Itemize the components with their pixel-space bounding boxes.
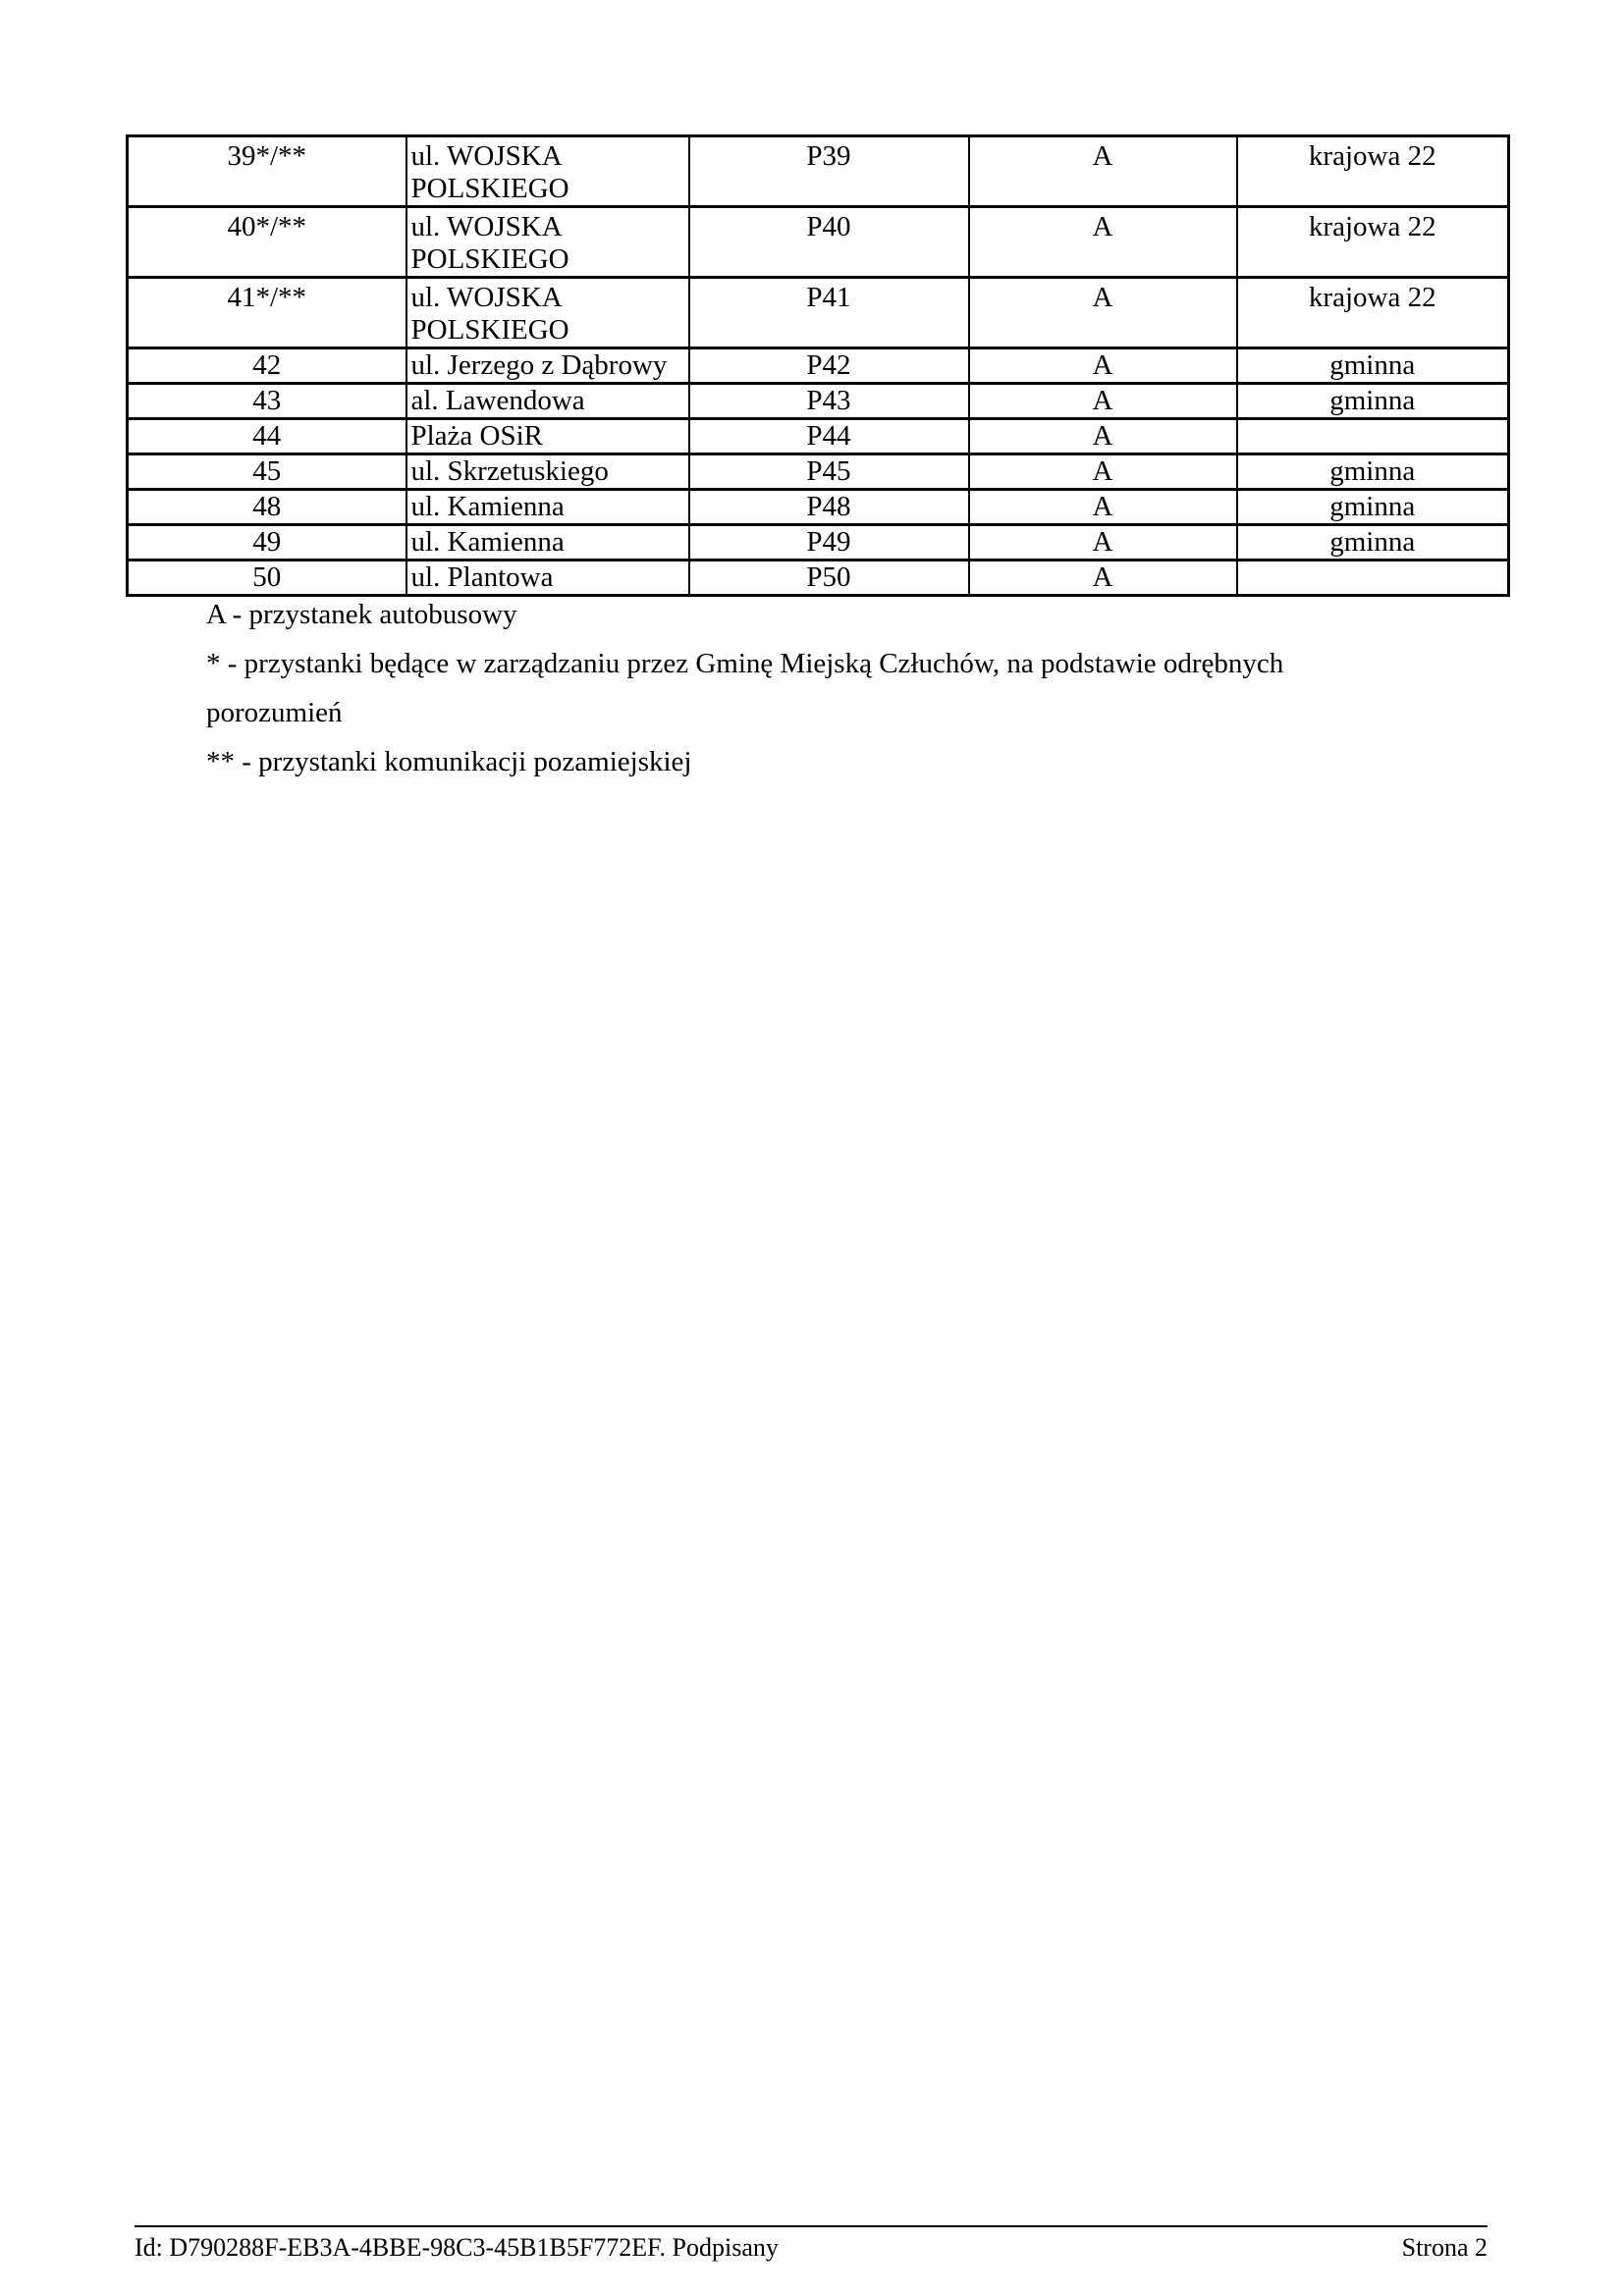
footer-rule: [135, 2225, 1488, 2227]
cell-street: ul. Jerzego z Dąbrowy: [406, 348, 689, 384]
cell-type: A: [969, 348, 1237, 384]
cell-type: A: [969, 561, 1237, 596]
cell-street: ul. Kamienna: [406, 525, 689, 561]
footer-document-id: Id: D790288F-EB3A-4BBE-98C3-45B1B5F772EF. Podpisany: [135, 2233, 779, 2262]
legend-note-line: porozumień: [206, 697, 343, 728]
cell-code: P41: [689, 278, 969, 348]
cell-street: ul. Kamienna: [406, 490, 689, 525]
table-row: [128, 136, 1509, 207]
cell-street: ul. Skrzetuskiego: [406, 454, 689, 490]
table-row: [128, 419, 1509, 454]
cell-road: gminna: [1237, 348, 1509, 384]
table-row: [128, 490, 1509, 525]
cell-no: 41*/**: [128, 278, 406, 348]
cell-no: 49: [128, 525, 406, 561]
cell-code: P40: [689, 207, 969, 278]
cell-road: krajowa 22: [1237, 207, 1509, 278]
cell-type: A: [969, 207, 1237, 278]
cell-code: P44: [689, 419, 969, 454]
cell-road: krajowa 22: [1237, 278, 1509, 348]
bus-stops-table: [126, 134, 1510, 597]
table-row: [128, 278, 1509, 348]
cell-type: A: [969, 384, 1237, 419]
cell-street: al. Lawendowa: [406, 384, 689, 419]
cell-type: A: [969, 419, 1237, 454]
cell-road: gminna: [1237, 454, 1509, 490]
cell-road: gminna: [1237, 525, 1509, 561]
legend-note-line: * - przystanki będące w zarządzaniu przez Gminę Miejską Człuchów, na podstawie odrębnych: [206, 648, 1284, 679]
cell-type: A: [969, 525, 1237, 561]
cell-type: A: [969, 136, 1237, 207]
cell-no: 48: [128, 490, 406, 525]
cell-road: krajowa 22: [1237, 136, 1509, 207]
cell-type: A: [969, 490, 1237, 525]
cell-street: ul. Plantowa: [406, 561, 689, 596]
cell-street: ul. WOJSKA POLSKIEGO: [406, 136, 689, 207]
footer-page-number: Strona 2: [1401, 2233, 1488, 2262]
cell-street: ul. WOJSKA POLSKIEGO: [406, 278, 689, 348]
cell-no: 40*/**: [128, 207, 406, 278]
legend-note-line: ** - przystanki komunikacji pozamiejskiej: [206, 746, 692, 777]
cell-no: 45: [128, 454, 406, 490]
table-row: [128, 525, 1509, 561]
legend-note-line: A - przystanek autobusowy: [206, 599, 517, 630]
table-row: [128, 384, 1509, 419]
cell-code: P50: [689, 561, 969, 596]
cell-road: gminna: [1237, 384, 1509, 419]
cell-street: Plaża OSiR: [406, 419, 689, 454]
cell-street: ul. WOJSKA POLSKIEGO: [406, 207, 689, 278]
cell-code: P48: [689, 490, 969, 525]
cell-code: P45: [689, 454, 969, 490]
cell-type: A: [969, 278, 1237, 348]
footer: [135, 2232, 1488, 2264]
cell-code: P49: [689, 525, 969, 561]
table-row: [128, 207, 1509, 278]
cell-road: gminna: [1237, 490, 1509, 525]
cell-type: A: [969, 454, 1237, 490]
cell-no: 50: [128, 561, 406, 596]
table-row: [128, 454, 1509, 490]
stops-table-body: [128, 136, 1509, 596]
cell-road: [1237, 419, 1509, 454]
cell-no: 42: [128, 348, 406, 384]
cell-no: 39*/**: [128, 136, 406, 207]
cell-no: 44: [128, 419, 406, 454]
table-row: [128, 348, 1509, 384]
cell-code: P43: [689, 384, 969, 419]
legend-notes: [206, 590, 1434, 786]
cell-no: 43: [128, 384, 406, 419]
cell-code: P39: [689, 136, 969, 207]
cell-code: P42: [689, 348, 969, 384]
